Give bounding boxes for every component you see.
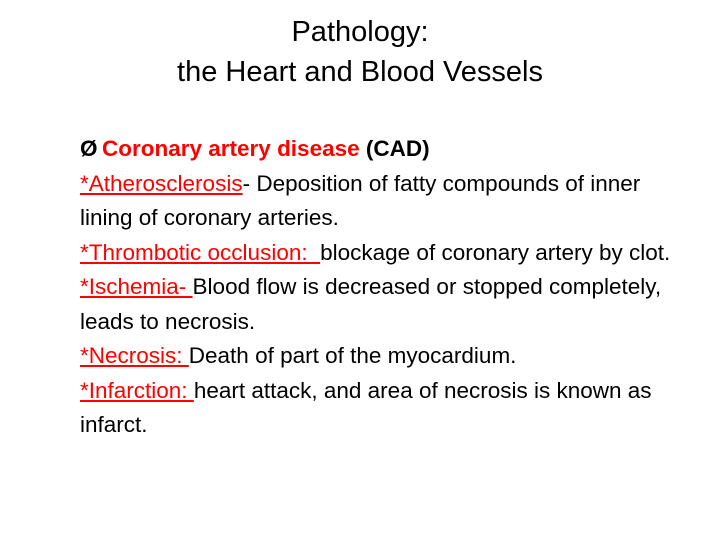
desc-atherosclerosis: - Deposition of fatty compounds of inner lining of coronary arteries.	[80, 170, 641, 230]
definition-ischemia	[80, 270, 690, 339]
desc-infarction: heart attack, and area of necrosis is known as infarct.	[80, 377, 652, 437]
desc-thrombotic-occlusion: blockage of coronary artery by clot.	[320, 239, 671, 265]
term-ischemia: *Ischemia-	[80, 274, 193, 299]
slide-body	[80, 132, 690, 443]
term-atherosclerosis: *Atherosclerosis	[80, 170, 243, 196]
bullet-term: Coronary artery disease	[102, 136, 360, 161]
desc-ischemia: Blood flow is decreased or stopped completely, leads to necrosis.	[80, 274, 662, 334]
slide-title	[0, 12, 720, 92]
term-necrosis: *Necrosis:	[80, 343, 189, 368]
arrow-bullet-icon: Ø	[80, 136, 98, 161]
definition-atherosclerosis	[80, 167, 690, 236]
title-line-1: Pathology:	[291, 16, 429, 48]
bullet-heading	[80, 132, 690, 167]
desc-necrosis: Death of part of the myocardium.	[188, 343, 517, 368]
definition-infarction	[80, 374, 690, 443]
title-line-2: the Heart and Blood Vessels	[177, 56, 543, 88]
definition-thrombotic-occlusion	[80, 236, 690, 271]
term-infarction: *Infarction:	[80, 377, 194, 403]
bullet-abbr: (CAD)	[365, 136, 430, 161]
definition-necrosis	[80, 339, 690, 374]
term-thrombotic-occlusion: *Thrombotic occlusion:	[80, 239, 321, 265]
